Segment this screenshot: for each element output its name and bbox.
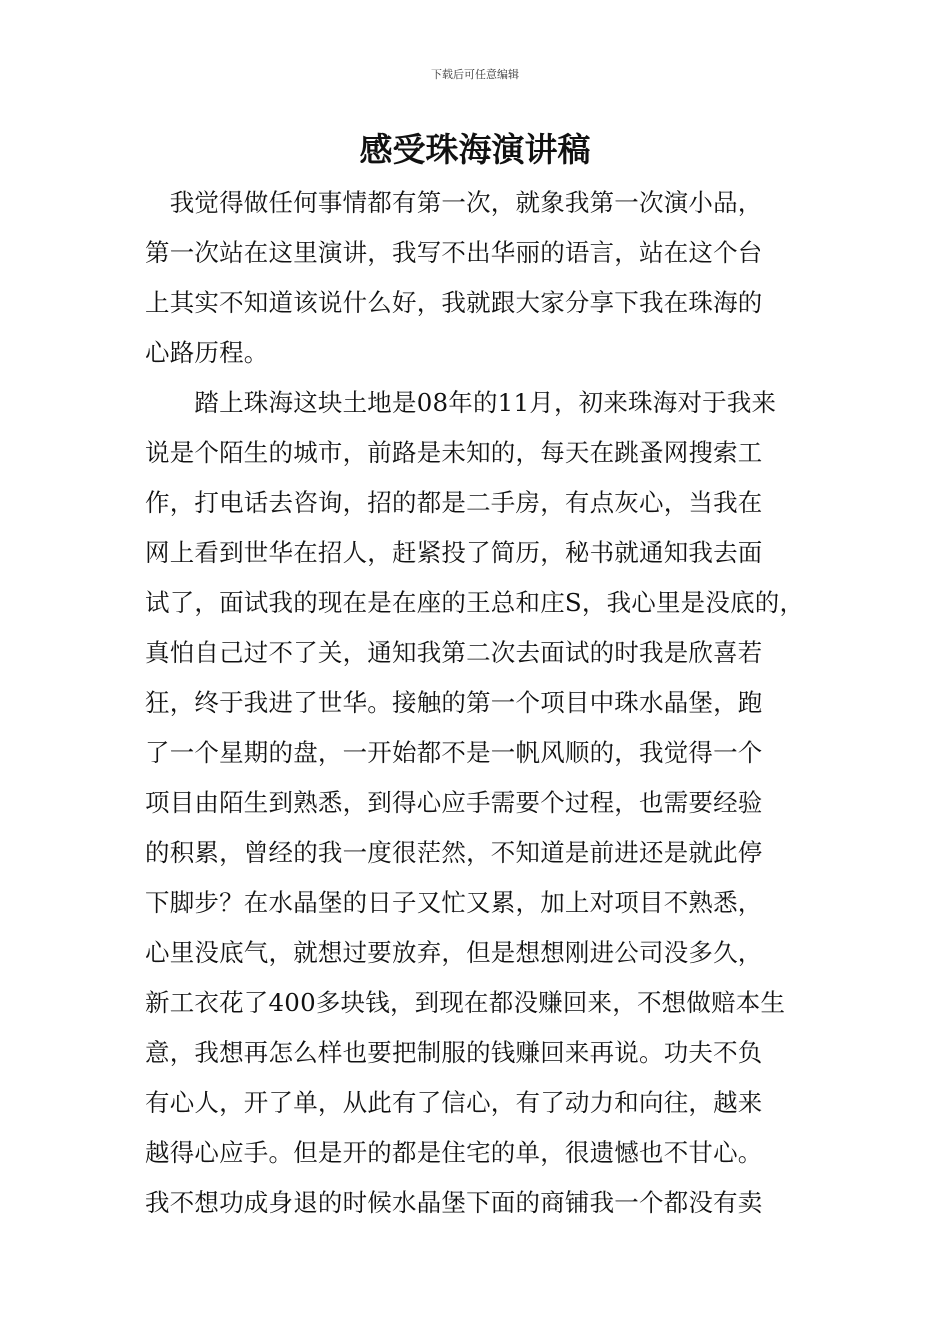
- text-line: 狂，终于我进了世华。接触的第一个项目中珠水晶堡，跑: [145, 688, 763, 717]
- text-line: 心路历程。: [145, 338, 269, 367]
- text-line: 我不想功成身退的时候水晶堡下面的商铺我一个都没有卖: [145, 1188, 763, 1217]
- text-line: 心里没底气，就想过要放弃，但是想想刚进公司没多久，: [145, 938, 763, 967]
- text-line: 网上看到世华在招人，赶紧投了简历，秘书就通知我去面: [145, 538, 763, 567]
- text-line: 的积累，曾经的我一度很茫然，不知道是前进还是就此停: [145, 838, 763, 867]
- speech-body: [145, 178, 815, 1228]
- text-line: 新工衣花了400多块钱，到现在都没赚回来，不想做赔本生: [145, 988, 786, 1017]
- text-line: 越得心应手。但是开的都是住宅的单，很遗憾也不甘心。: [145, 1138, 763, 1167]
- document-title: 感受珠海演讲稿: [359, 130, 591, 169]
- text-line: 踏上珠海这块土地是08年的11月，初来珠海对于我来: [145, 388, 777, 417]
- text-line: 试了，面试我的现在是在座的王总和庄S，我心里是没底的，: [145, 588, 805, 617]
- text-line: 第一次站在这里演讲，我写不出华丽的语言，站在这个台: [145, 238, 763, 267]
- header-note: 下载后可任意编辑: [431, 68, 519, 81]
- text-line: 上其实不知道该说什么好，我就跟大家分享下我在珠海的: [145, 288, 763, 317]
- text-line: 有心人，开了单，从此有了信心，有了动力和向往，越来: [145, 1088, 763, 1117]
- text-line: 作，打电话去咨询，招的都是二手房，有点灰心，当我在: [145, 488, 763, 517]
- text-line: 说是个陌生的城市，前路是未知的，每天在跳蚤网搜索工: [145, 438, 763, 467]
- text-line: 项目由陌生到熟悉，到得心应手需要个过程，也需要经验: [145, 788, 763, 817]
- text-line: 了一个星期的盘，一开始都不是一帆风顺的，我觉得一个: [145, 738, 763, 767]
- text-line: 我觉得做任何事情都有第一次，就象我第一次演小品，: [145, 188, 763, 217]
- text-line: 真怕自己过不了关，通知我第二次去面试的时我是欣喜若: [145, 638, 763, 667]
- text-line: 意，我想再怎么样也要把制服的钱赚回来再说。功夫不负: [145, 1038, 763, 1067]
- text-line: 下脚步？在水晶堡的日子又忙又累，加上对项目不熟悉，: [145, 888, 763, 917]
